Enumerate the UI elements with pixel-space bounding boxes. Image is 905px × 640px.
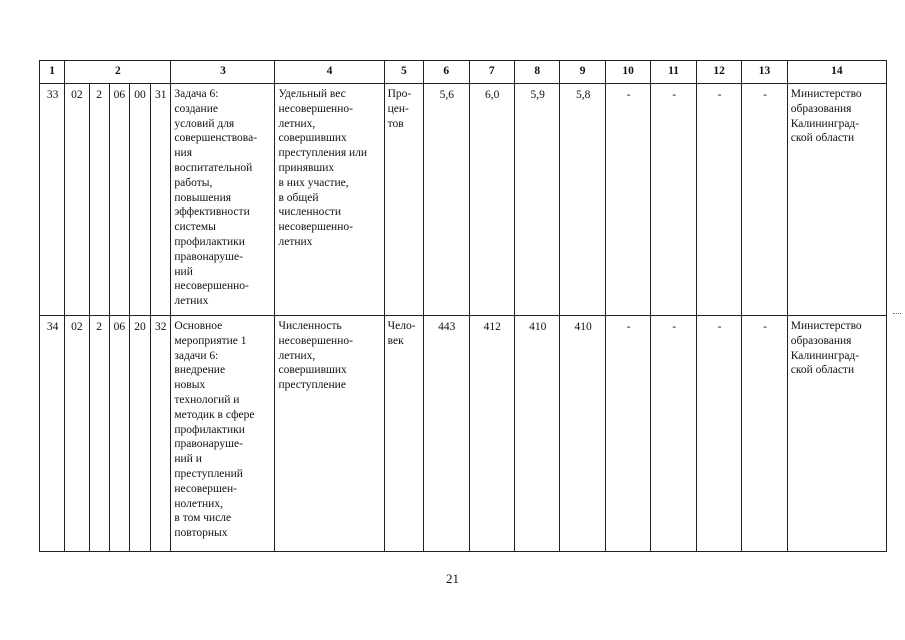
value-col-9: 5,8 xyxy=(560,84,605,316)
table-row xyxy=(40,84,887,316)
unit-of-measure: Про- цен- тов xyxy=(384,84,423,316)
code-indicator: 32 xyxy=(151,316,171,552)
header-cell-12: 12 xyxy=(696,61,741,84)
task-name: Задача 6: создание условий для совершенствова- ния воспитательной работы, повышения эффективности системы профилактики правонаруше- ний несовершенно- летних xyxy=(171,84,275,316)
code-indicator: 31 xyxy=(151,84,171,316)
header-cell-4: 4 xyxy=(275,61,384,84)
value-col-13: - xyxy=(742,316,787,552)
indicator-name: Численность несовершенно- летних, совершивших преступление xyxy=(275,316,384,552)
code-event: 20 xyxy=(129,316,150,552)
header-cell-11: 11 xyxy=(651,61,696,84)
code-program: 02 xyxy=(65,84,89,316)
page-number: 21 xyxy=(446,571,459,586)
header-cell-9: 9 xyxy=(560,61,605,84)
unit-of-measure: Чело- век xyxy=(384,316,423,552)
value-col-12: - xyxy=(696,316,741,552)
code-program: 02 xyxy=(65,316,89,552)
row-number: 34 xyxy=(40,316,65,552)
header-cell-7: 7 xyxy=(469,61,514,84)
task-name: Основное мероприятие 1 задачи 6: внедрение новых технологий и методик в сфере профилактики правонаруше- ний и преступлений несовершен- нолетних, в том числе повторных xyxy=(171,316,275,552)
value-col-7: 6,0 xyxy=(469,84,514,316)
value-col-10: - xyxy=(605,316,650,552)
responsible-org: Министерство образования Калининград- ской области xyxy=(787,84,886,316)
responsible-org: Министерство образования Калининград- ской области xyxy=(787,316,886,552)
header-cell-14: 14 xyxy=(787,61,886,84)
margin-mark xyxy=(893,313,901,316)
header-cell-2: 2 xyxy=(65,61,171,84)
header-cell-6: 6 xyxy=(424,61,469,84)
header-row xyxy=(40,61,887,84)
header-cell-5: 5 xyxy=(384,61,423,84)
table-row xyxy=(40,316,887,552)
row-number: 33 xyxy=(40,84,65,316)
value-col-6: 443 xyxy=(424,316,469,552)
program-indicators-table xyxy=(39,60,887,552)
value-col-10: - xyxy=(605,84,650,316)
value-col-12: - xyxy=(696,84,741,316)
header-cell-1: 1 xyxy=(40,61,65,84)
code-task: 06 xyxy=(109,84,129,316)
value-col-11: - xyxy=(651,316,696,552)
header-cell-13: 13 xyxy=(742,61,787,84)
value-col-8: 410 xyxy=(514,316,559,552)
code-task: 06 xyxy=(109,316,129,552)
indicator-name: Удельный вес несовершенно- летних, совершивших преступления или принявших в них участие, в общей численности несовершенно- летних xyxy=(275,84,384,316)
code-subprogram: 2 xyxy=(89,84,109,316)
header-cell-10: 10 xyxy=(605,61,650,84)
code-event: 00 xyxy=(129,84,150,316)
code-subprogram: 2 xyxy=(89,316,109,552)
value-col-9: 410 xyxy=(560,316,605,552)
header-cell-3: 3 xyxy=(171,61,275,84)
header-cell-8: 8 xyxy=(514,61,559,84)
value-col-13: - xyxy=(742,84,787,316)
value-col-7: 412 xyxy=(469,316,514,552)
value-col-6: 5,6 xyxy=(424,84,469,316)
value-col-8: 5,9 xyxy=(514,84,559,316)
value-col-11: - xyxy=(651,84,696,316)
